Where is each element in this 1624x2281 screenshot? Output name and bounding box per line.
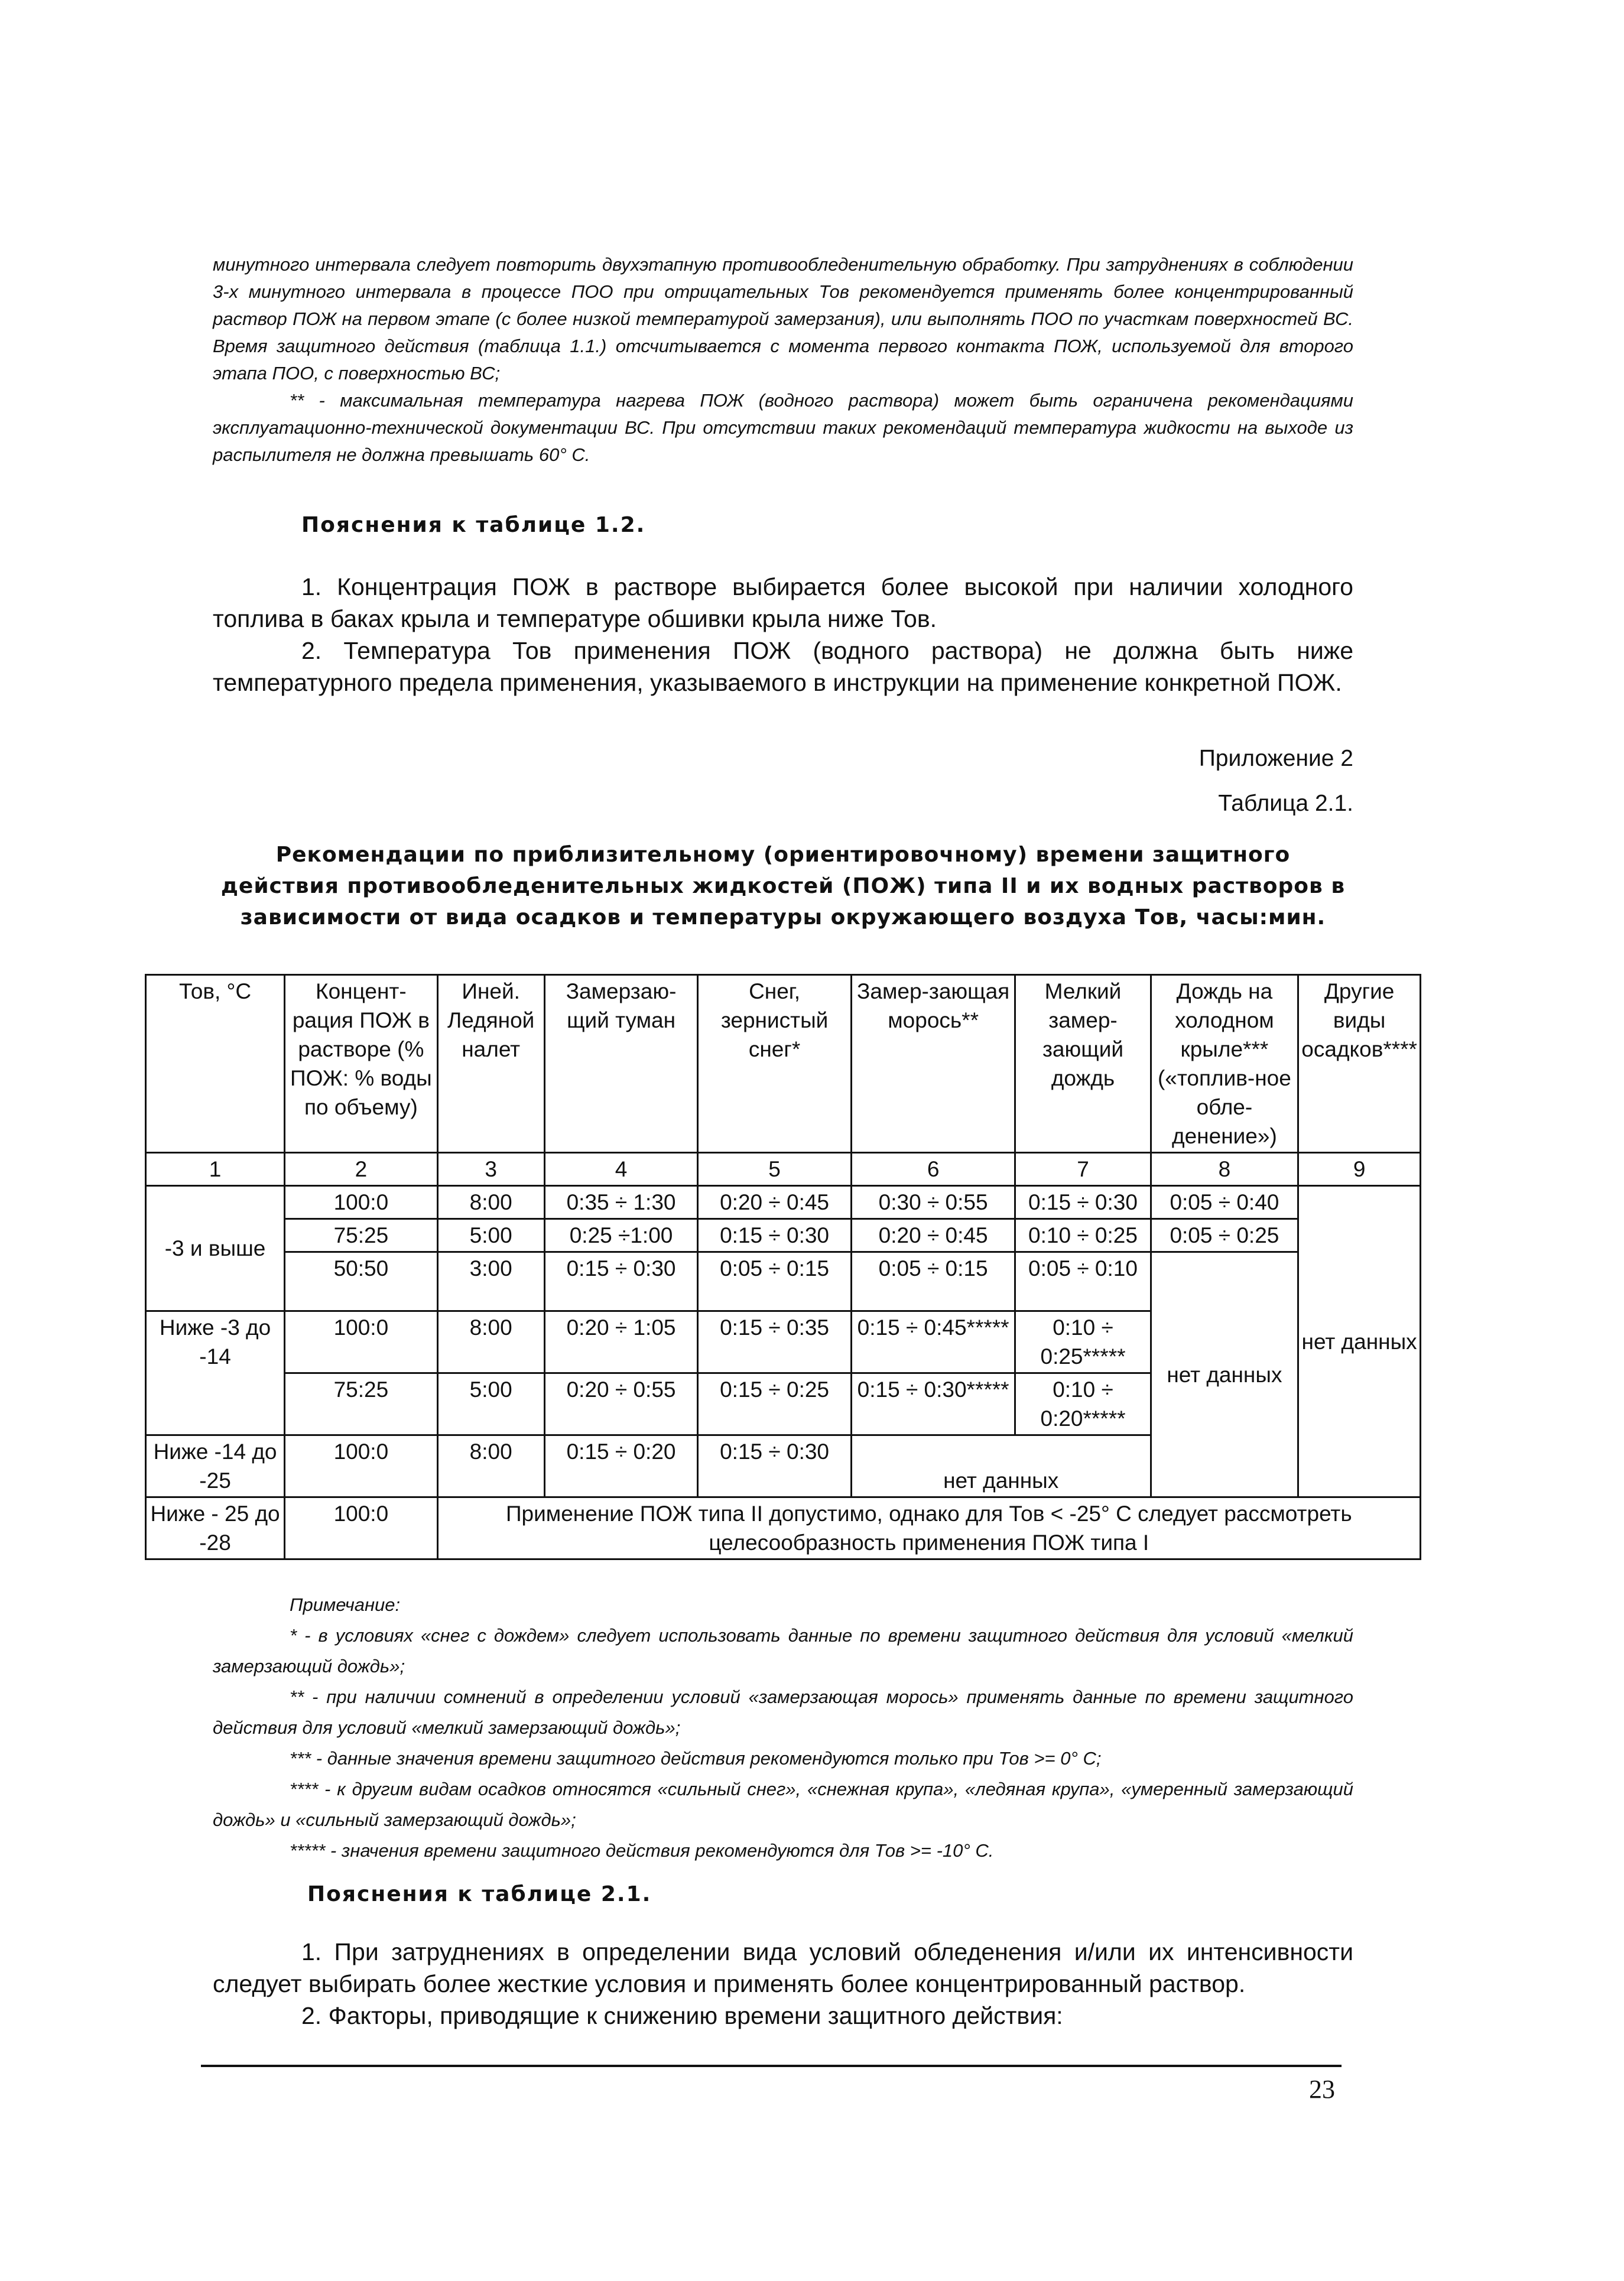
table-cell: 100:0 [285,1311,438,1373]
table-cell: 0:15 ÷ 0:30 [698,1219,851,1252]
intro-paragraph-1: минутного интервала следует повторить двухэтапную противообледенительную обработку. При затруднениях в соблюдении 3-х минутного интервала в процессе ПОО при отрицательных Тов рекомендуется применять более концентрированный раствор ПОЖ на первом этапе (с более низкой температурой замерзания), или выполнять ПОО по участкам поверхностей ВС. Время защитного действия (таблица 1.1.) отсчитывается с момента первого контакта ПОЖ, используемой для второго этапа ПОО, с поверхностью ВС; [213,254,1353,384]
table-cell: 0:20 ÷ 1:05 [544,1311,698,1373]
intro-paragraph-2: ** - максимальная температура нагрева ПОЖ (водного раствора) может быть ограничена рекомендациями эксплуатационно-технической документации ВС. При отсутствии таких рекомендаций температура жидкости на выходе из распылителя не должна превышать 60° С. [213,390,1353,465]
table-cell: 0:20 ÷ 0:45 [851,1219,1015,1252]
page-number: 23 [1309,2075,1335,2104]
temperature-range-cell: Ниже -14 до -25 [146,1435,285,1497]
no-data-cell: нет данных [1151,1252,1298,1497]
table-cell: 0:35 ÷ 1:30 [544,1186,698,1219]
table-cell: 0:25 ÷1:00 [544,1219,698,1252]
column-number: 6 [851,1153,1015,1186]
expl12-paragraph-1: 1. Концентрация ПОЖ в растворе выбирается более высокой при наличии холодного топлива в баках крыла и температуре обшивки крыла ниже Тов. [213,573,1353,632]
column-number: 9 [1298,1153,1421,1186]
appendix-label: Приложение 2 [1198,746,1353,771]
column-number: 5 [698,1153,851,1186]
table-note-cell: Применение ПОЖ типа II допустимо, однако для Тов < -25° С следует рассмотреть целесообразность применения ПОЖ типа I [437,1497,1420,1559]
table-footnotes [213,1590,1353,1866]
table-2-1-heading: Пояснения к таблице 2.1. [307,1882,652,1906]
table-cell: 0:15 ÷ 0:35 [698,1311,851,1373]
table-cell: 0:10 ÷ 0:20***** [1015,1373,1151,1435]
column-number-row [146,1153,1421,1186]
column-number: 2 [285,1153,438,1186]
table-cell: 0:10 ÷ 0:25***** [1015,1311,1151,1373]
header-cell: Замер-зающая морось** [851,975,1015,1153]
temperature-range-cell: Ниже - 25 до -28 [146,1497,285,1559]
table-cell: 8:00 [437,1311,544,1373]
table-2-1-explanations [213,1936,1353,2032]
table-cell: 0:15 ÷ 0:45***** [851,1311,1015,1373]
table-cell: 0:05 ÷ 0:10 [1015,1252,1151,1311]
header-cell: Дождь на холодном крыле*** («топлив-ное обле-денение») [1151,975,1298,1153]
column-number: 8 [1151,1153,1298,1186]
table-cell: 0:15 ÷ 0:30 [698,1435,851,1497]
header-cell: Иней. Ледяной налет [437,975,544,1153]
table-row [146,1497,1421,1559]
table-cell: 0:20 ÷ 0:45 [698,1186,851,1219]
table-cell: 0:05 ÷ 0:40 [1151,1186,1298,1219]
header-cell: Тов, °С [146,975,285,1153]
expl21-paragraph-2: 2. Факторы, приводящие к снижению времени защитного действия: [301,2002,1063,2029]
footer-divider [201,2065,1342,2067]
table-cell: 0:30 ÷ 0:55 [851,1186,1015,1219]
header-cell: Мелкий замер-зающий дождь [1015,975,1151,1153]
intro-notes [213,251,1353,469]
table-cell: 8:00 [437,1186,544,1219]
table-cell: 0:05 ÷ 0:25 [1151,1219,1298,1252]
footnote: ** - при наличии сомнений в определении условий «замерзающая морось» применять данные по времени защитного действия для условий «мелкий замерзающий дождь»; [213,1687,1353,1738]
holdover-time-table [145,974,1421,1560]
footnote: **** - к другим видам осадков относятся «сильный снег», «снежная крупа», «ледяная крупа», «умеренный замерзающий дождь» и «сильный замерзающий дождь»; [213,1779,1353,1830]
table-cell: 0:15 ÷ 0:30***** [851,1373,1015,1435]
header-cell: Замерзаю-щий туман [544,975,698,1153]
table-row [146,1252,1421,1311]
table-cell: 5:00 [437,1373,544,1435]
header-cell: Концент-рация ПОЖ в растворе (% ПОЖ: % воды по объему) [285,975,438,1153]
table-cell: 0:20 ÷ 0:55 [544,1373,698,1435]
table-cell: 0:10 ÷ 0:25 [1015,1219,1151,1252]
table-cell: 5:00 [437,1219,544,1252]
temperature-range-cell: Ниже -3 до -14 [146,1311,285,1435]
column-number: 7 [1015,1153,1151,1186]
table-cell: 8:00 [437,1435,544,1497]
table-cell: 0:05 ÷ 0:15 [851,1252,1015,1311]
no-data-cell: нет данных [1298,1186,1421,1497]
header-cell: Снег, зернистый снег* [698,975,851,1153]
footnote: * - в условиях «снег с дождем» следует использовать данные по времени защитного действия для условий «мелкий замерзающий дождь»; [213,1625,1353,1676]
table-1-2-heading: Пояснения к таблице 1.2. [301,513,646,537]
column-number: 3 [437,1153,544,1186]
table-cell: 100:0 [285,1435,438,1497]
table-title: Рекомендации по приблизительному (ориентировочному) времени защитного действия противообледенительных жидкостей (ПОЖ) типа II и их водных растворов в зависимости от вида осадков и температуры окружающего воздуха Тов, часы:мин. [220,843,1346,930]
table-cell: 50:50 [285,1252,438,1311]
column-number: 4 [544,1153,698,1186]
header-cell: Другие виды осадков**** [1298,975,1421,1153]
table-label: Таблица 2.1. [1218,791,1353,816]
table-cell: 0:15 ÷ 0:20 [544,1435,698,1497]
no-data-cell: нет данных [851,1435,1151,1497]
column-number: 1 [146,1153,285,1186]
table-1-2-explanations [213,571,1353,698]
expl12-paragraph-2: 2. Температура Тов применения ПОЖ (водного раствора) не должна быть ниже температурного предела применения, указываемого в инструкции на применение конкретной ПОЖ. [213,637,1353,696]
document-page [150,0,1417,2281]
table-cell: 0:15 ÷ 0:30 [544,1252,698,1311]
table-cell: 75:25 [285,1219,438,1252]
table-cell: 0:05 ÷ 0:15 [698,1252,851,1311]
table-row [146,1186,1421,1219]
table-header-row [146,975,1421,1153]
table-cell: 3:00 [437,1252,544,1311]
table-cell: 100:0 [285,1186,438,1219]
footnote: *** - данные значения времени защитного действия рекомендуются только при Тов >= 0° С; [290,1748,1102,1769]
table-row [146,1219,1421,1252]
footnote-label: Примечание: [290,1594,401,1615]
table-cell: 100:0 [285,1497,438,1559]
expl21-paragraph-1: 1. При затруднениях в определении вида условий обледенения и/или их интенсивности следует выбирать более жесткие условия и применять более концентрированный раствор. [213,1938,1353,1997]
footnote: ***** - значения времени защитного действия рекомендуются для Тов >= -10° С. [290,1840,994,1861]
temperature-range-cell: -3 и выше [146,1186,285,1311]
table-cell: 75:25 [285,1373,438,1435]
table-cell: 0:15 ÷ 0:30 [1015,1186,1151,1219]
table-cell: 0:15 ÷ 0:25 [698,1373,851,1435]
